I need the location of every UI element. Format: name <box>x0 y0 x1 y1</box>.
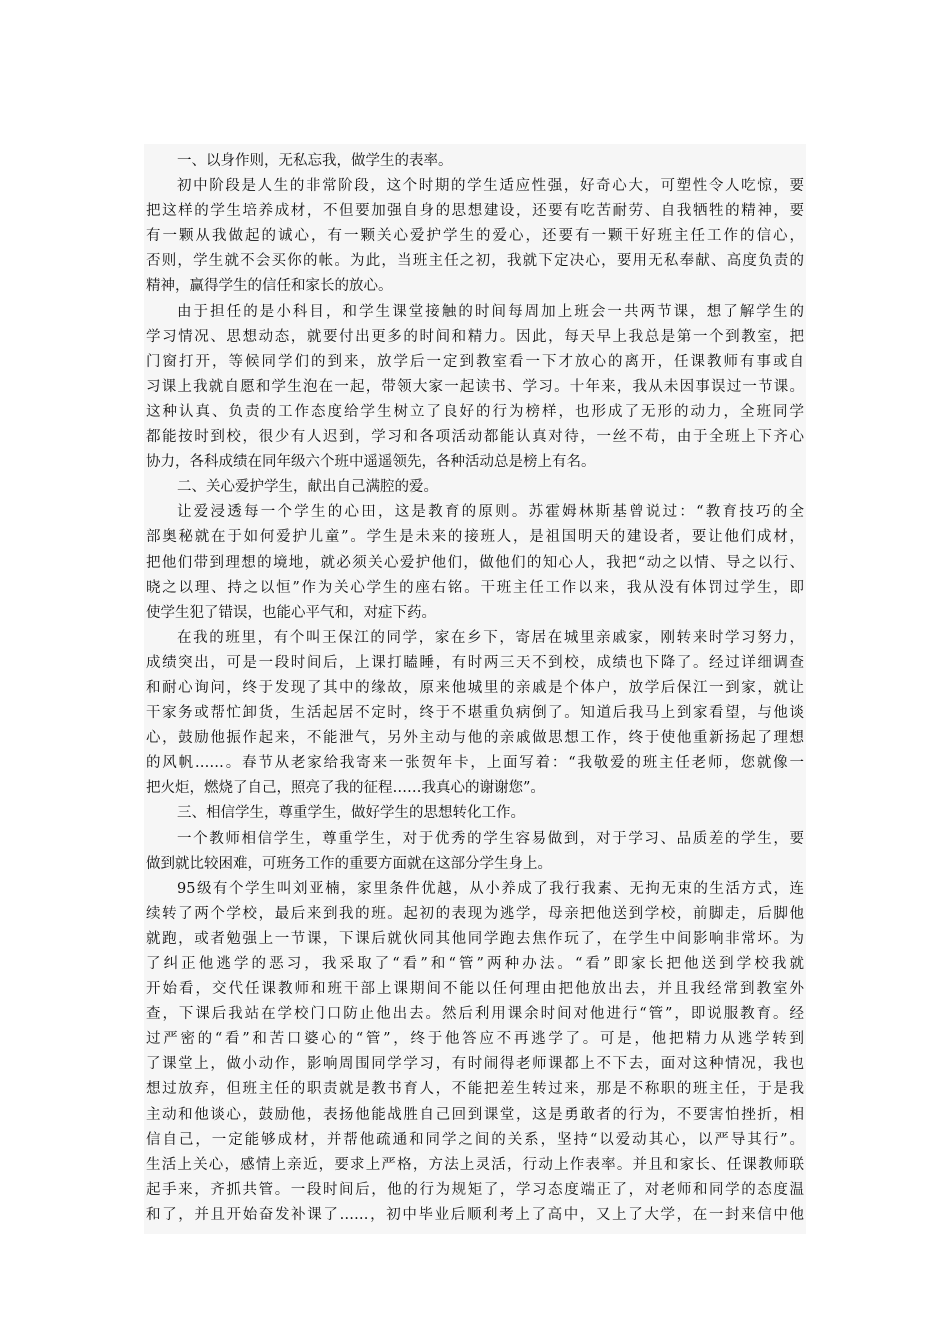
text-line: 成绩突出，可是一段时间后，上课打瞌睡，有时两三天不到校，成绩也下降了。经过详细调查 <box>146 654 804 671</box>
text-line: 心，鼓励他振作起来，不能泄气，另外主动与他的亲戚做思想工作，终于使他重新扬起了理想 <box>146 730 804 747</box>
text-line: 95级有个学生叫刘亚楠，家里条件优越，从小养成了我行我素、无拘无束的生活方式，连 <box>177 880 804 897</box>
text-line: 过严密的“看”和苦口婆心的“管”，终于他答应不再逃学了。可是，他把精力从逃学转到 <box>146 1031 804 1048</box>
text-line: 了纠正他逃学的恶习，我采取了“看”和“管”两种办法。“看”即家长把他送到学校我就 <box>146 956 804 972</box>
text-line: 一个教师相信学生，尊重学生，对于优秀的学生容易做到，对于学习、品质差的学生，要 <box>177 830 804 847</box>
text-line: 精神，赢得学生的信任和家长的放心。 <box>146 278 393 295</box>
text-line: 把火炬，燃烧了自己，照亮了我的征程……我真心的谢谢您”。 <box>146 780 545 797</box>
text-line: 这种认真、负责的工作态度给学生树立了良好的行为榜样，也形成了无形的动力，全班同学 <box>146 403 804 420</box>
text-line: 做到就比较困难，可班务工作的重要方面就在这部分学生身上。 <box>146 855 552 872</box>
text-line: 门窗打开，等候同学们的到来，放学后一定到教室看一下才放心的离开，任课教师有事或自 <box>146 353 804 370</box>
text-line: 在我的班里，有个叫王保江的同学，家在乡下，寄居在城里亲戚家，刚转来时学习努力， <box>177 629 804 646</box>
text-line: 习课上我就自愿和学生泡在一起，带领大家一起读书、学习。十年来，我从未因事误过一节课。 <box>146 378 804 395</box>
text-line: 就跑，或者勉强上一节课，下课后就伙同其他同学跑去焦作玩了，在学生中间影响非常坏。为 <box>146 930 804 947</box>
text-line: 干家务或帮忙卸货，生活起居不定时，终于不堪重负病倒了。知道后我马上到家看望，与他谈 <box>146 705 804 722</box>
text-line: 一、以身作则，无私忘我，做学生的表率。 <box>177 153 453 169</box>
document-body <box>144 144 806 1234</box>
text-line: 查，下课后我站在学校门口防止他出去。然后利用课余时间对他进行“管”，即说服教育。经 <box>146 1006 804 1023</box>
text-line: 由于担任的是小科目，和学生课堂接触的时间每周加上班会一共两节课，想了解学生的 <box>177 303 804 320</box>
text-line: 把这样的学生培养成材，不但要加强自身的思想建设，还要有吃苦耐劳、自我牺牲的精神，要 <box>146 203 804 220</box>
text-line: 晓之以理、持之以恒”作为关心学生的座右铭。干班主任工作以来，我从没有体罚过学生，即 <box>146 579 804 596</box>
text-line: 三、相信学生，尊重学生，做好学生的思想转化工作。 <box>177 805 525 822</box>
text-line: 部奥秘就在于如何爱护儿童”。学生是未来的接班人，是祖国明天的建设者，要让他们成材， <box>146 529 804 546</box>
text-line: 协力，各科成绩在同年级六个班中遥遥领先，各种活动总是榜上有名。 <box>146 454 596 471</box>
text-line: 信自己，一定能够成材，并帮他疏通和同学之间的关系，坚持“以爱动其心，以严导其行”。 <box>146 1131 804 1148</box>
text-line: 使学生犯了错误，也能心平气和，对症下药。 <box>146 604 436 621</box>
text-line: 都能按时到校，很少有人迟到，学习和各项活动都能认真对待，一丝不苟，由于全班上下齐心 <box>146 429 804 446</box>
text-line: 了课堂上，做小动作，影响周围同学学习，有时闹得老师课都上不下去，面对这种情况，我也 <box>146 1056 804 1073</box>
text-line: 有一颗从我做起的诚心，有一颗关心爱护学生的爱心，还要有一颗干好班主任工作的信心， <box>146 228 804 245</box>
text-line: 否则，学生就不会买你的帐。为此，当班主任之初，我就下定决心，要用无私奉献、高度负责的 <box>146 253 804 270</box>
text-line: 想过放弃，但班主任的职责就是教书育人，不能把差生转过来，那是不称职的班主任，于是我 <box>146 1081 804 1098</box>
text-line: 主动和他谈心，鼓励他，表扬他能战胜自己回到课堂，这是勇敢者的行为，不要害怕挫折，相 <box>146 1106 804 1123</box>
text-line: 续转了两个学校，最后来到我的班。起初的表现为逃学，母亲把他送到学校，前脚走，后脚他 <box>146 905 804 922</box>
text-line: 二、关心爱护学生，献出自己满腔的爱。 <box>177 479 438 496</box>
text-line: 学习情况、思想动态，就要付出更多的时间和精力。因此，每天早上我总是第一个到教室，把 <box>146 328 804 345</box>
text-line: 让爱浸透每一个学生的心田，这是教育的原则。苏霍姆林斯基曾说过：“教育技巧的全 <box>177 504 804 521</box>
text-line: 起手来，齐抓共管。一段时间后，他的行为规矩了，学习态度端正了，对老师和同学的态度温 <box>146 1181 804 1198</box>
text-line: 开始看，交代任课教师和班干部上课期间不能以任何理由把他放出去，并且我经常到教室外 <box>146 981 804 998</box>
text-line: 的风帆……。春节从老家给我寄来一张贺年卡，上面写着：“我敬爱的班主任老师，您就像一 <box>146 755 804 772</box>
text-line: 把他们带到理想的境地，就必须关心爱护他们，做他们的知心人，我把“动之以情、导之以行、 <box>146 554 804 571</box>
text-line: 和了，并且开始奋发补课了……，初中毕业后顺利考上了高中，又上了大学，在一封来信中他 <box>146 1206 804 1223</box>
text-line: 初中阶段是人生的非常阶段，这个时期的学生适应性强，好奇心大，可塑性令人吃惊，要 <box>177 178 804 195</box>
text-line: 和耐心询问，终于发现了其中的缘故，原来他城里的亲戚是个体户，放学后保江一到家，就让 <box>146 679 804 696</box>
text-line: 生活上关心，感情上亲近，要求上严格，方法上灵活，行动上作表率。并且和家长、任课教师联 <box>146 1156 804 1173</box>
